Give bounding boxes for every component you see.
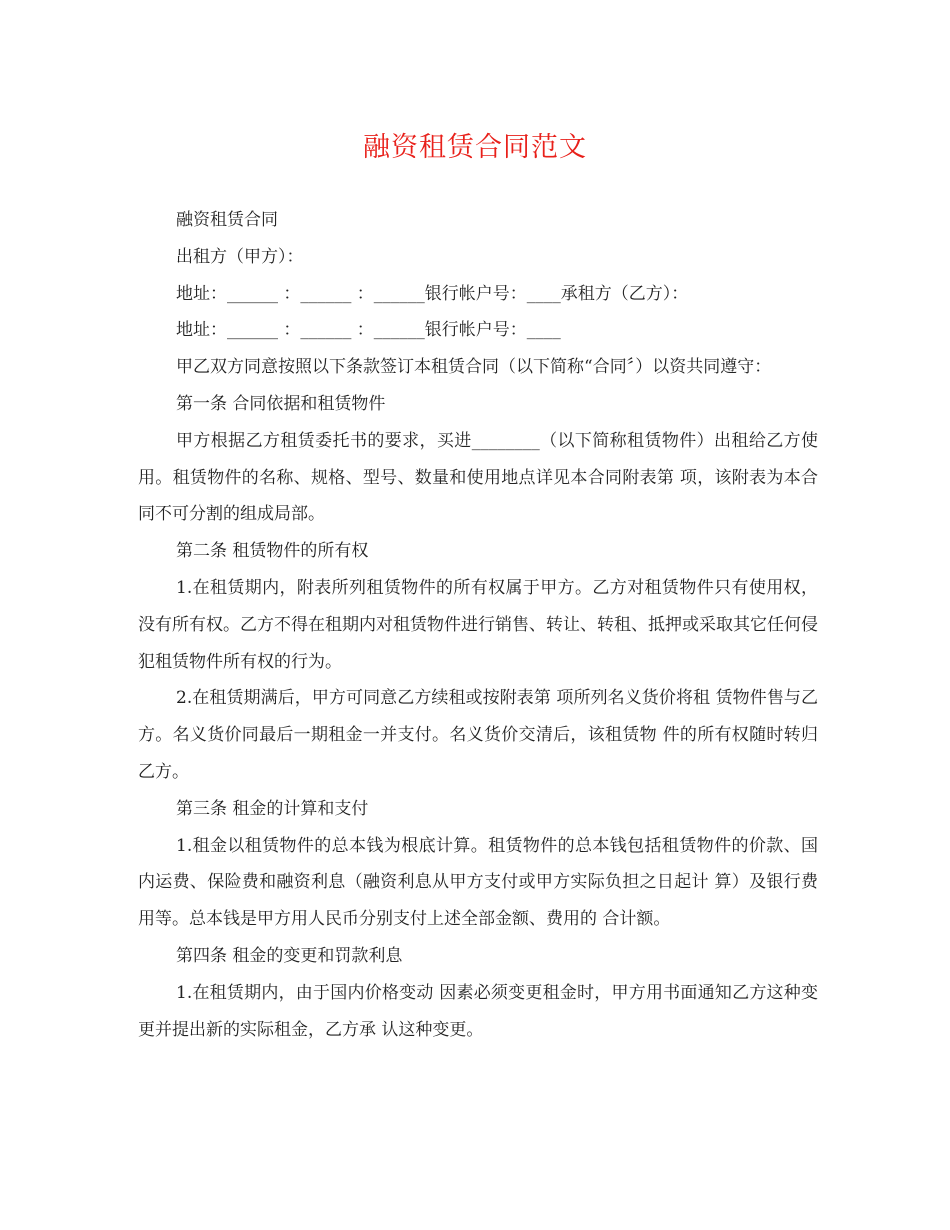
article-2-clause-2: 2.在租赁期满后，甲方可同意乙方续租或按附表第 项所列名义货价将租 赁物件售与乙方。名义货价同最后一期租金一并支付。名义货价交清后，该租赁物 件的所有权随时转归乙方。: [138, 688, 818, 782]
article-4-heading: 第四条 租金的变更和罚款利息: [176, 945, 403, 966]
document-body: [138, 202, 818, 1048]
document-title: 融资租赁合同范文: [363, 132, 587, 163]
article-2-heading: 第二条 租赁物件的所有权: [176, 541, 369, 562]
paragraph-contract-name: 融资租赁合同: [176, 210, 278, 230]
paragraph-preamble: 甲乙双方同意按照以下条款签订本租赁合同（以下简称“合同〞）以资共同遵守：: [176, 357, 772, 378]
article-3-heading: 第三条 租金的计算和支付: [176, 798, 369, 819]
paragraph-lessee-address: 地址：______ ：______ ：______银行帐户号：____: [176, 320, 561, 341]
article-4-clause-1: 1.在租赁期内，由于国内价格变动 因素必须变更租金时，甲方用书面通知乙方这种变更并提出新的实际租金，乙方承 认这种变更。: [138, 982, 818, 1040]
article-3-clause-1: 1.租金以租赁物件的总本钱为根底计算。租赁物件的总本钱包括租赁物件的价款、国内运费、保险费和融资利息（融资利息从甲方支付或甲方实际负担之日起计 算）及银行费用等。总本钱是甲方用人民币分别支付上述全部金额、费用的 合计额。: [138, 835, 818, 930]
paragraph-lessor: 出租方（甲方）：: [176, 246, 304, 267]
article-1-heading: 第一条 合同依据和租赁物件: [176, 393, 386, 414]
article-2-clause-1: 1.在租赁期内，附表所列租赁物件的所有权属于甲方。乙方对租赁物件只有使用权，没有所有权。乙方不得在租期内对租赁物件进行销售、转让、转租、抵押或采取其它任何侵犯租赁物件所有权的行为。: [138, 577, 818, 672]
paragraph-lessor-address: 地址：______ ：______ ：______银行帐户号：____承租方（乙方）：: [176, 283, 689, 304]
article-1-text: 甲方根据乙方租赁委托书的要求，买进________（以下简称租赁物件）出租给乙方使用。租赁物件的名称、规格、型号、数量和使用地点详见本合同附表第 项，该附表为本合同不可分割的组成局部。: [138, 430, 818, 525]
